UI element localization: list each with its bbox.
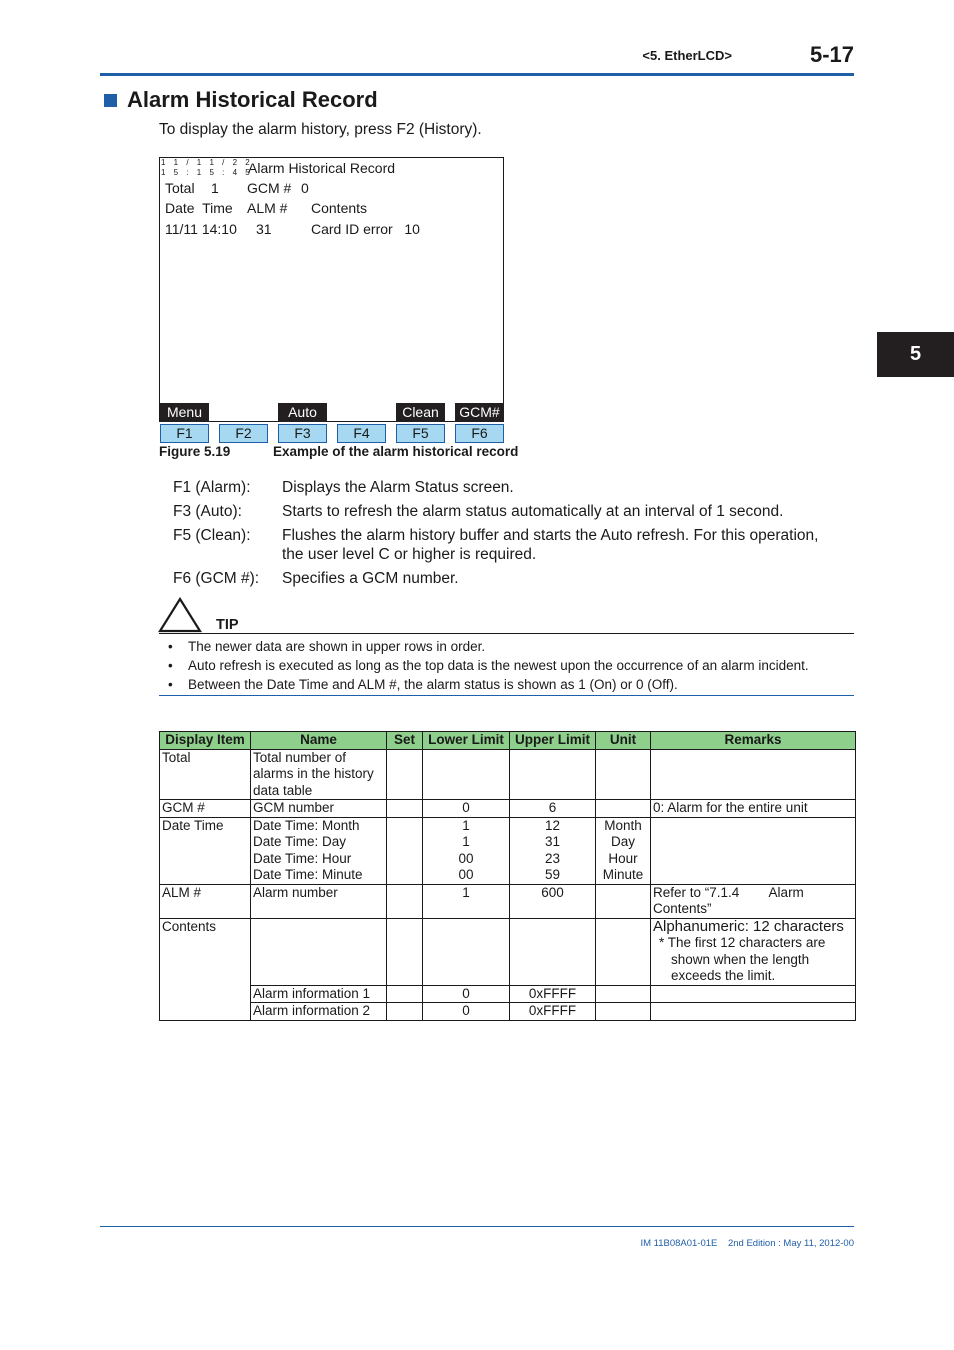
cell-name-line: data table [253, 782, 313, 798]
cell-name [251, 918, 387, 985]
cell-upper: 600 [510, 884, 596, 918]
f5-key[interactable]: F5 [396, 424, 445, 443]
desc-text-f6: Specifies a GCM number. [282, 570, 459, 587]
f3-key[interactable]: F3 [278, 424, 327, 443]
col-header-display-item: Display Item [160, 732, 251, 750]
screen-time: 1 5 : 1 5 : 4 5 [161, 168, 253, 177]
cell-remarks-line: shown when the length [671, 951, 810, 967]
cell-remarks [651, 884, 856, 918]
cell-lower: 1 [423, 884, 510, 918]
desc-text-f5-cont: the user level C or higher is required. [282, 546, 537, 563]
softkey-menu: Menu [160, 403, 209, 422]
screen-row-datetime: 11/11 14:10 [165, 221, 237, 237]
section-square-icon [104, 94, 117, 107]
bullet-dot-icon: • [168, 658, 173, 673]
cell-name: GCM number [251, 800, 387, 818]
cell-name-line: alarms in the history [253, 766, 374, 781]
cell-remarks [651, 817, 856, 884]
cell-upper-line: 59 [544, 867, 561, 882]
screen-row-alm: 31 [256, 221, 272, 237]
cell-lower: 0 [423, 800, 510, 818]
tip-rule-bottom [159, 695, 854, 696]
table-row [160, 985, 856, 1003]
table-row [160, 817, 856, 884]
cell-unit [596, 800, 651, 818]
f4-key[interactable]: F4 [337, 424, 386, 443]
cell-upper: 0xFFFF [510, 1003, 596, 1021]
screen-row-contents: Card ID error 10 [311, 221, 420, 237]
cell-set [387, 817, 423, 884]
cell-remarks-line: Refer to “7.1.4 Alarm [653, 884, 804, 900]
cell-remarks-line: exceeds the limit. [671, 968, 776, 983]
col-header-set: Set [387, 732, 423, 750]
tip-item: Between the Date Time and ALM #, the alarm status is shown as 1 (On) or 0 (Off). [188, 677, 678, 692]
cell-set [387, 800, 423, 818]
cell-unit [596, 817, 651, 884]
tip-title: TIP [216, 617, 239, 633]
figure-caption: Example of the alarm historical record [273, 444, 519, 459]
cell-lower-line: 1 [462, 817, 470, 833]
section-label: <5. EtherLCD> [642, 48, 732, 63]
cell-unit-line: Minute [602, 867, 644, 882]
cell-lower [423, 817, 510, 884]
cell-lower [423, 918, 510, 985]
cell-name: Alarm number [251, 884, 387, 918]
cell-unit [596, 749, 651, 800]
footer [560, 1238, 854, 1249]
desc-key-f1: F1 (Alarm): [173, 479, 251, 496]
figure-number: Figure 5.19 [159, 444, 231, 459]
cell-set [387, 884, 423, 918]
table-row [160, 918, 856, 985]
tip-item: Auto refresh is executed as long as the top data is the newest upon the occurrence of an alarm incident. [188, 658, 809, 673]
f6-key[interactable]: F6 [455, 424, 504, 443]
cell-lower-line: 00 [458, 850, 474, 866]
cell-lower: 0 [423, 985, 510, 1003]
cell-lower-line: 1 [462, 834, 470, 849]
cell-item [160, 1003, 251, 1021]
col-header-unit: Unit [596, 732, 651, 750]
softkey-clean: Clean [396, 403, 445, 422]
bullet-dot-icon: • [168, 677, 173, 692]
warning-triangle-icon [158, 597, 202, 633]
cell-remarks [651, 749, 856, 800]
screen-gcm-label: GCM # [247, 180, 292, 196]
screen-total-label: Total [165, 180, 195, 196]
section-title: Alarm Historical Record [127, 87, 378, 112]
cell-unit [596, 985, 651, 1003]
desc-text-f5: Flushes the alarm history buffer and starts the Auto refresh. For this operation, [282, 527, 819, 544]
header-rule [100, 73, 854, 76]
cell-set [387, 985, 423, 1003]
cell-unit [596, 1003, 651, 1021]
cell-item: ALM # [160, 884, 251, 918]
screen-col-contents: Contents [311, 200, 368, 216]
cell-name: Alarm information 1 [251, 985, 387, 1003]
cell-lower: 0 [423, 1003, 510, 1021]
lcd-screen [159, 157, 504, 422]
cell-upper [510, 749, 596, 800]
cell-item: Total [160, 749, 251, 800]
table-row [160, 1003, 856, 1021]
cell-name-line: Date Time: Month [253, 817, 360, 833]
cell-name [251, 749, 387, 800]
screen-col-datetime: Date Time [165, 200, 233, 216]
cell-unit-line: Hour [608, 850, 638, 866]
cell-remarks-line: Alphanumeric: 12 characters [653, 917, 844, 935]
intro-text: To display the alarm history, press F2 (History). [159, 121, 482, 138]
table-row [160, 884, 856, 918]
bullet-dot-icon: • [168, 639, 173, 654]
spec-table [159, 731, 856, 1021]
screen-total-value: 1 [211, 180, 219, 196]
cell-remarks [651, 918, 856, 985]
table-row [160, 800, 856, 818]
desc-key-f3: F3 (Auto): [173, 503, 242, 520]
col-header-upper-limit: Upper Limit [510, 732, 596, 750]
cell-set [387, 918, 423, 985]
footer-rule [100, 1226, 854, 1227]
tip-item: The newer data are shown in upper rows in order. [188, 639, 486, 654]
cell-name-line: Date Time: Hour [253, 850, 352, 866]
cell-unit-line: Month [604, 817, 642, 833]
cell-lower [423, 749, 510, 800]
cell-name: Alarm information 2 [251, 1003, 387, 1021]
footer-doc-id: IM 11B08A01-01E [640, 1238, 718, 1249]
cell-remarks [651, 1003, 856, 1021]
cell-lower-line: 00 [458, 867, 474, 882]
cell-set [387, 749, 423, 800]
cell-remarks-line: * The first 12 characters are [659, 935, 826, 950]
cell-item: GCM # [160, 800, 251, 818]
col-header-name: Name [251, 732, 387, 750]
cell-remarks: 0: Alarm for the entire unit [651, 800, 856, 818]
cell-upper [510, 918, 596, 985]
softkey-auto: Auto [278, 403, 327, 422]
screen-gcm-value: 0 [301, 180, 309, 196]
desc-key-f6: F6 (GCM #): [173, 570, 260, 587]
page-number: 5-17 [809, 42, 854, 67]
desc-text-f3: Starts to refresh the alarm status automatically at an interval of 1 second. [282, 503, 784, 520]
cell-name [251, 817, 387, 884]
cell-upper-line: 23 [544, 850, 561, 866]
col-header-lower-limit: Lower Limit [423, 732, 510, 750]
cell-unit [596, 884, 651, 918]
tip-rule-top [159, 633, 854, 634]
screen-title: Alarm Historical Record [248, 160, 396, 176]
cell-name-line: Total number of [253, 749, 347, 765]
cell-item [160, 985, 251, 1003]
softkey-gcm: GCM# [455, 403, 504, 422]
cell-set [387, 1003, 423, 1021]
cell-upper-line: 31 [544, 834, 561, 849]
cell-item: Contents [160, 918, 251, 985]
screen-date: 1 1 / 1 1 / 2 2 [161, 158, 253, 167]
table-row [160, 749, 856, 800]
f2-key[interactable]: F2 [219, 424, 268, 443]
cell-item: Date Time [160, 817, 251, 884]
cell-remarks-line: Contents” [653, 901, 712, 916]
chapter-tab[interactable]: 5 [877, 332, 954, 377]
footer-edition: 2nd Edition : May 11, 2012-00 [727, 1238, 854, 1249]
cell-remarks [651, 985, 856, 1003]
cell-unit-line: Day [610, 834, 635, 849]
cell-upper: 6 [510, 800, 596, 818]
cell-upper-line: 12 [544, 817, 561, 833]
cell-upper [510, 817, 596, 884]
table-header-row [160, 732, 856, 750]
cell-unit [596, 918, 651, 985]
f1-key[interactable]: F1 [160, 424, 209, 443]
desc-text-f1: Displays the Alarm Status screen. [282, 479, 514, 496]
desc-key-f5: F5 (Clean): [173, 527, 251, 544]
cell-name-line: Date Time: Day [253, 834, 347, 849]
screen-col-alm: ALM # [247, 200, 288, 216]
cell-name-line: Date Time: Minute [253, 867, 363, 882]
col-header-remarks: Remarks [651, 732, 856, 750]
cell-upper: 0xFFFF [510, 985, 596, 1003]
